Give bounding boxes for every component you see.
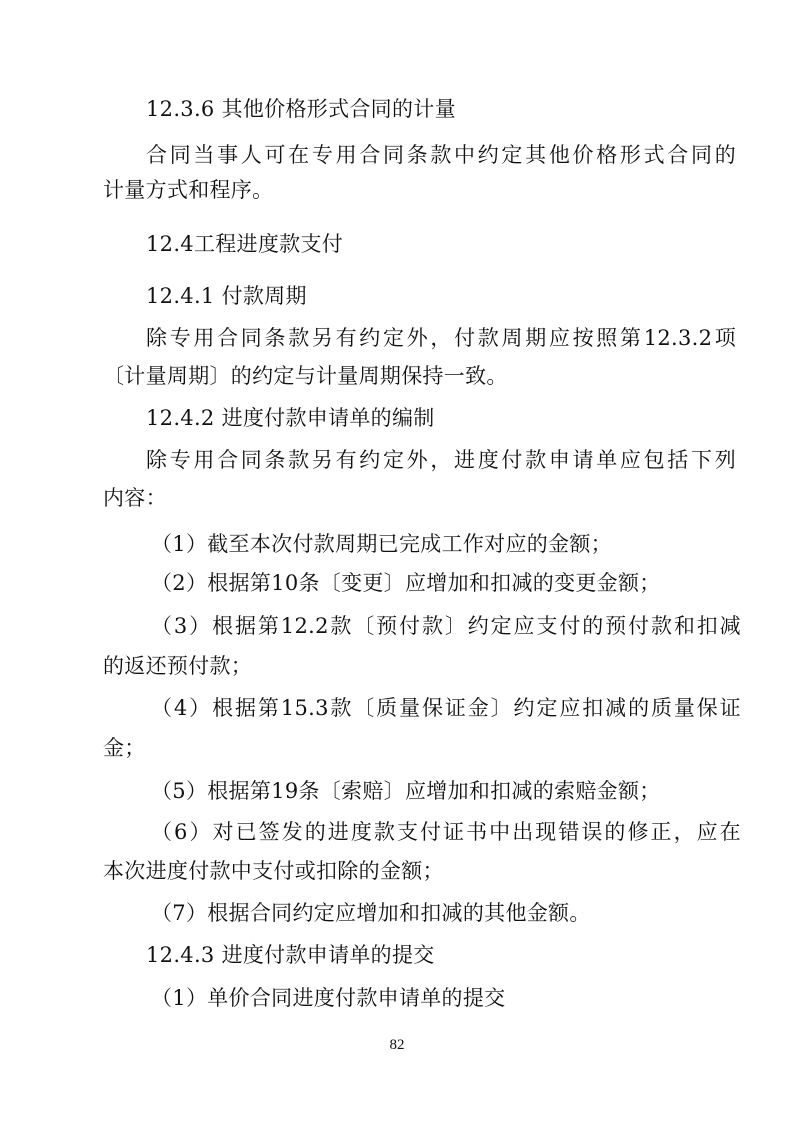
paragraph-line: 〔计量周期〕的约定与计量周期保持一致。	[103, 364, 508, 388]
list-item-3: （3）根据第12.2款〔预付款〕约定应支付的预付款和扣减	[151, 614, 741, 638]
paragraph-line: 合同当事人可在专用合同条款中约定其他价格形式合同的	[146, 143, 736, 167]
paragraph-line: 除专用合同条款另有约定外，进度付款申请单应包括下列	[146, 448, 736, 472]
section-heading-12-4-1: 12.4.1 付款周期	[146, 284, 307, 308]
list-item-6-cont: 本次进度付款中支付或扣除的金额；	[103, 859, 444, 883]
section-heading-12-3-6: 12.3.6 其他价格形式合同的计量	[146, 97, 456, 121]
list-item-7: （7）根据合同约定应增加和扣减的其他金额。	[151, 901, 591, 925]
paragraph-line: 除专用合同条款另有约定外，付款周期应按照第12.3.2项	[146, 326, 736, 350]
list-item-4: （4）根据第15.3款〔质量保证金〕约定应扣减的质量保证	[151, 696, 741, 720]
section-heading-12-4: 12.4工程进度款支付	[146, 232, 344, 256]
paragraph-line: 内容：	[103, 486, 167, 510]
list-item-3-cont: 的返还预付款；	[103, 654, 253, 678]
paragraph-line: 计量方式和程序。	[103, 178, 274, 202]
section-heading-12-4-3: 12.4.3 进度付款申请单的提交	[146, 943, 435, 967]
page-number: 82	[389, 1037, 405, 1053]
list-item-6: （6）对已签发的进度款支付证书中出现错误的修正，应在	[151, 820, 741, 844]
section-heading-12-4-2: 12.4.2 进度付款申请单的编制	[146, 406, 435, 430]
list-item-5: （5）根据第19条〔索赔〕应增加和扣减的索赔金额；	[151, 779, 661, 803]
list-item-2: （2）根据第10条〔变更〕应增加和扣减的变更金额；	[151, 571, 661, 595]
list-item-sub-1: （1）单价合同进度付款申请单的提交	[151, 986, 506, 1010]
list-item-1: （1）截至本次付款周期已完成工作对应的金额；	[151, 532, 612, 556]
list-item-4-cont: 金；	[103, 736, 146, 760]
